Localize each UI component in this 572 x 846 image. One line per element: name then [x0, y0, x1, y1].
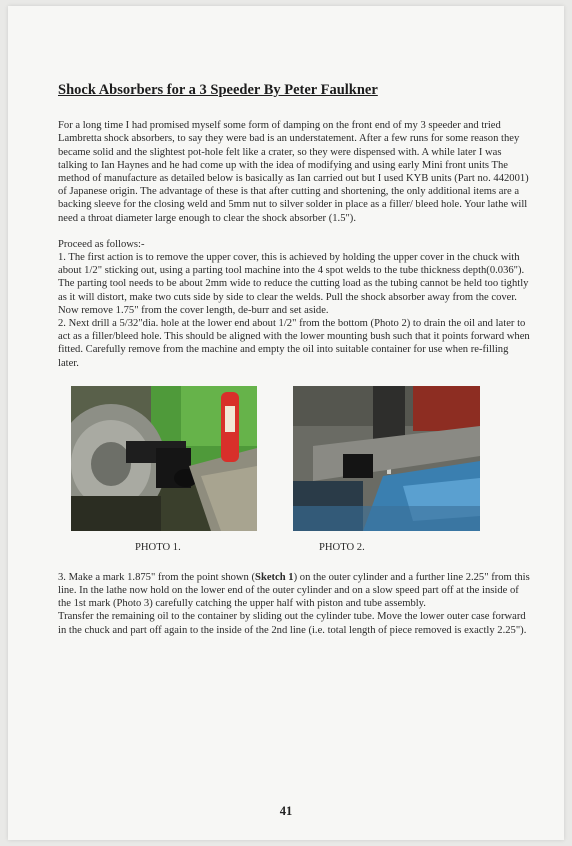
transfer-paragraph: Transfer the remaining oil to the container by sliding out the cylinder tube. Move the lower outer case forward in the chuck and part off again to the inside of the 2nd line (i.e. total length of piece removed is exactly 2.25"). — [58, 611, 527, 636]
photo-1-lathe-chuck — [71, 386, 257, 531]
step-1-paragraph: 1. The first action is to remove the upper cover, this is achieved by holding the upper cover in the chuck with about 1/2" sticking out, using a parting tool machine into the 4 spot welds to the tube thickness depth(0.036"). The parting tool needs to be about 2mm wide to reduce the cutting load as the tubing cannot be held too tightly as it will distort, make two cuts side by side to clear the welds. Pull the shock absorber away from the cover. Now remove 1.75" from the cover length, de-burr and set aside. — [58, 252, 529, 316]
intro-paragraph: For a long time I had promised myself some form of damping on the front end of my 3 speeder and tried Lambretta shock absorbers, to say they were bad is an understatement. After a few runs for some reason they became solid and the slightest pot-hole felt like a crater, so they were dispensed with. A while later I was talking to Ian Haynes and he had come up with the idea of modifying and using early Mini front units The method of manufacture as detailed below is basically as Ian carried out but I used KYB units (Part no. 442001) of Japanese origin. The advantage of these is that after cutting and shortening, the only additional items are a backing sleeve for the closing weld and 5mm nut to silver solder in place as a filler/ bleed hole. Your lathe will need a throat diameter large enough to clear the shock absorber (1.5"). — [58, 120, 529, 224]
photo-2-drilling — [293, 386, 480, 531]
article-title: Shock Absorbers for a 3 Speeder By Peter Faulkner — [58, 82, 378, 98]
step-2-paragraph: 2. Next drill a 5/32"dia. hole at the lower end about 1/2" from the bottom (Photo 2) to drain the oil and later to act as a filler/bleed hole. This should be aligned with the lower mounting bush such that it points forward when fitted. Carefully remove from the machine and empty the oil into suitable container for use when re-filling later. — [58, 318, 530, 369]
photo-row — [58, 386, 531, 561]
step-3-text-a: 3. Make a mark 1.875" from the point shown ( — [58, 571, 256, 583]
step-3-paragraph — [58, 571, 531, 611]
photo-2-caption: PHOTO 2. — [319, 541, 365, 553]
page — [8, 6, 564, 840]
page-number: 41 — [279, 804, 293, 818]
photo-1-caption: PHOTO 1. — [135, 541, 181, 553]
article-body — [58, 84, 531, 637]
sketch-reference: Sketch 1 — [255, 571, 294, 583]
step-3-text-b: ) on the outer cylinder and a further line 2.25" from this line. In the lathe now hold on the lower end of the outer cylinder and on a slow speed part off at the inside of the 1st mark (Photo 3) carefully catching the upper half with piston and tube assembly. — [58, 571, 530, 610]
proceed-heading: Proceed as follows:- — [58, 238, 145, 250]
